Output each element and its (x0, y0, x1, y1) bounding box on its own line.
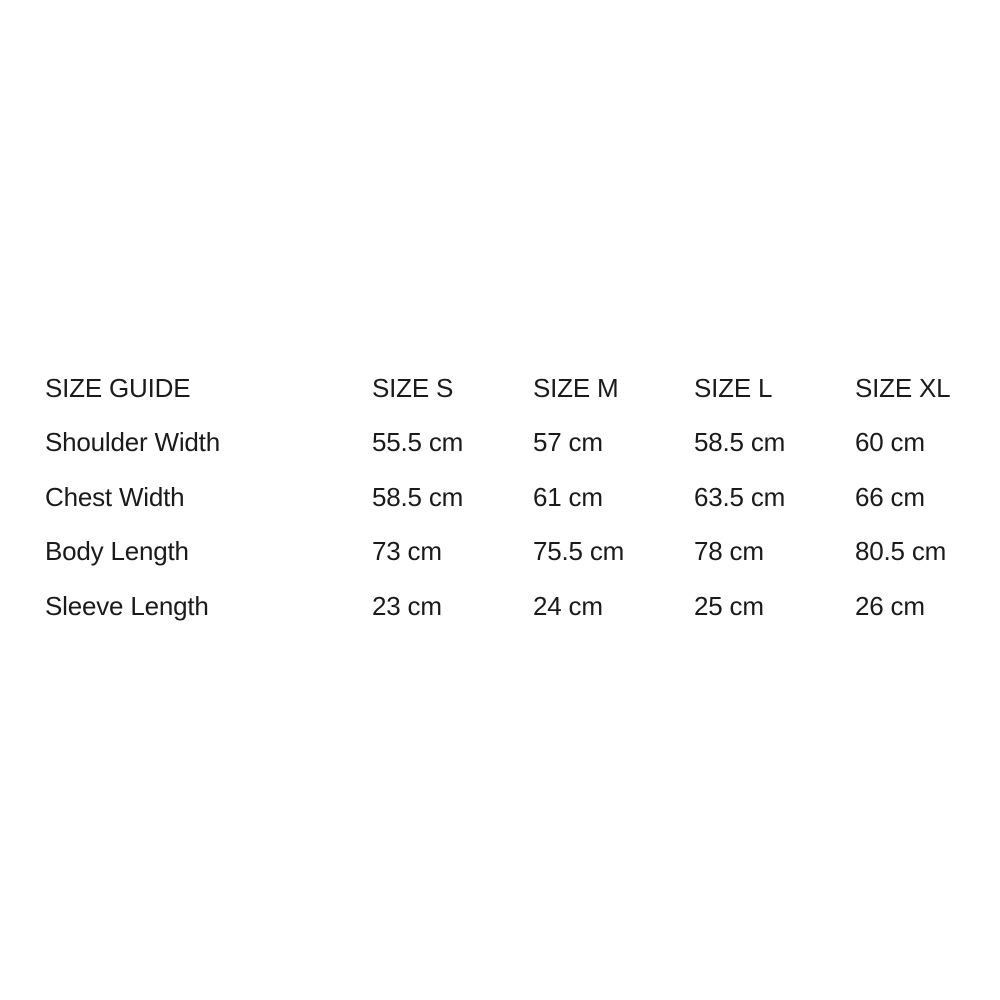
row-label: Shoulder Width (45, 427, 220, 458)
table-header-row (45, 361, 975, 416)
table-cell: 61 cm (533, 481, 603, 512)
table-cell: 80.5 cm (855, 536, 947, 567)
row-label: Body Length (45, 536, 189, 567)
table-cell: 55.5 cm (372, 427, 464, 458)
table-cell: 58.5 cm (372, 481, 464, 512)
row-label: Chest Width (45, 481, 185, 512)
header-size-l: SIZE L (694, 372, 773, 403)
table-row (45, 579, 975, 634)
header-size-s: SIZE S (372, 372, 454, 403)
table-cell: 63.5 cm (694, 481, 786, 512)
table-cell: 26 cm (855, 590, 925, 621)
table-cell: 58.5 cm (694, 427, 786, 458)
table-row (45, 416, 975, 471)
table-cell: 24 cm (533, 590, 603, 621)
table-row (45, 470, 975, 525)
header-size-xl: SIZE XL (855, 372, 951, 403)
table-cell: 78 cm (694, 536, 764, 567)
table-cell: 60 cm (855, 427, 925, 458)
table-cell: 66 cm (855, 481, 925, 512)
table-cell: 23 cm (372, 590, 442, 621)
table-cell: 25 cm (694, 590, 764, 621)
header-size-guide: SIZE GUIDE (45, 372, 191, 403)
row-label: Sleeve Length (45, 590, 209, 621)
table-cell: 75.5 cm (533, 536, 625, 567)
header-size-m: SIZE M (533, 372, 619, 403)
table-cell: 73 cm (372, 536, 442, 567)
size-guide-table (45, 361, 975, 634)
table-row (45, 525, 975, 580)
table-cell: 57 cm (533, 427, 603, 458)
